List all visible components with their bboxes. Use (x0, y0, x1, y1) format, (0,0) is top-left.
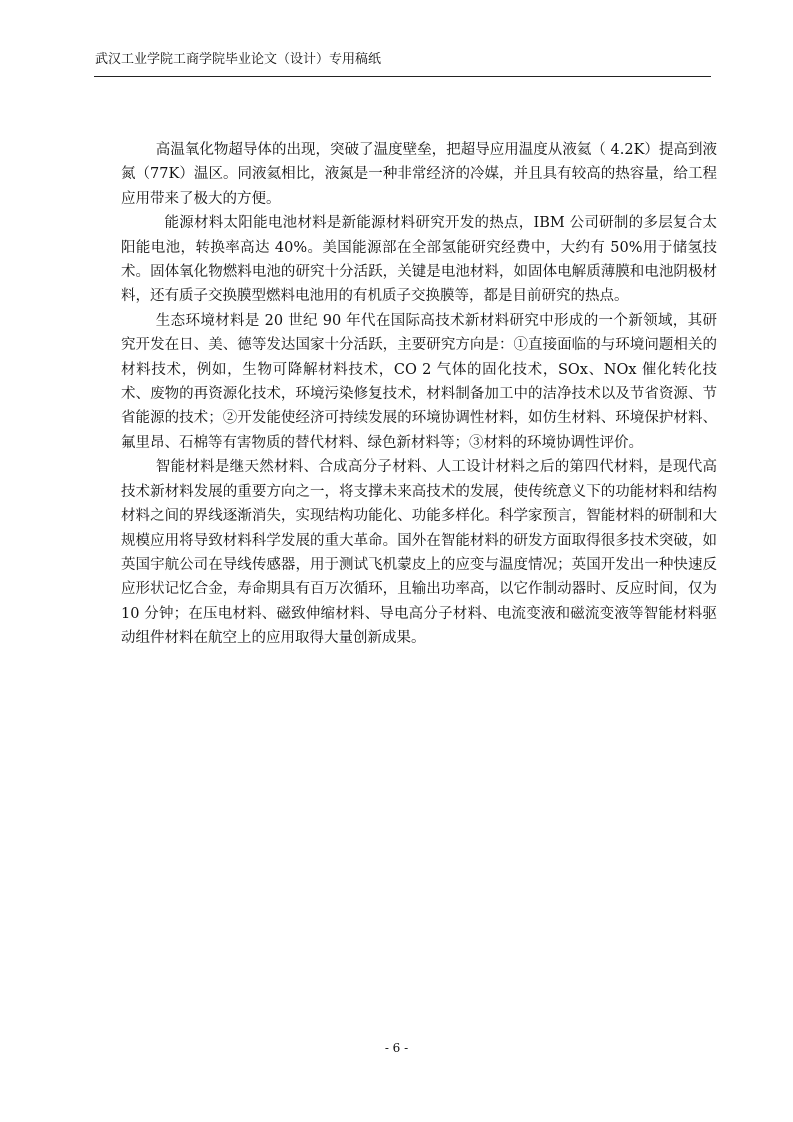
paragraph-superconductor: 高温氧化物超导体的出现，突破了温度壁垒，把超导应用温度从液氦（ 4.2K）提高到液氮（77K）温区。同液氦相比，液氮是一种非常经济的冷媒，并且具有较高的热容量，给工程应用带来了极大的方便。 (121, 142, 717, 207)
paragraph-energy-materials: 能源材料太阳能电池材料是新能源材料研究开发的热点，IBM 公司研制的多层复合太阳能电池，转换率高达 40%。美国能源部在全部氢能研究经费中，大约有 50%用于储氢技术。固体氧化物燃料电池的研究十分活跃，关键是电池材料，如固体电解质薄膜和电池阴极材料，还有质子交换膜型燃料电池用的有机质子交换膜等，都是目前研究的热点。 (121, 215, 717, 305)
paragraph-smart-materials: 智能材料是继天然材料、合成高分子材料、人工设计材料之后的第四代材料，是现代高技术新材料发展的重要方向之一，将支撑未来高技术的发展，使传统意义下的功能材料和结构材料之间的界线逐渐消失，实现结构功能化、功能多样化。科学家预言，智能材料的研制和大规模应用将导致材料科学发展的重大革命。国外在智能材料的研发方面取得很多技术突破，如英国宇航公司在导线传感器，用于测试飞机蒙皮上的应变与温度情况；英国开发出一种快速反应形状记忆合金，寿命期具有百万次循环，且输出功率高，以它作制动器时、反应时间，仅为 10 分钟；在压电材料、磁致伸缩材料、导电高分子材料、电流变液和磁流变液等智能材料驱动组件材料在航空上的应用取得大量创新成果。 (121, 459, 717, 647)
paragraph-eco-materials: 生态环境材料是 20 世纪 90 年代在国际高技术新材料研究中形成的一个新领域，其研究开发在日、美、德等发达国家十分活跃，主要研究方向是：①直接面临的与环境问题相关的材料技术，例如，生物可降解材料技术，CO 2 气体的固化技术，SOx、NOx 催化转化技术、废物的再资源化技术，环境污染修复技术，材料制备加工中的洁净技术以及节省资源、节省能源的技术；②开发能使经济可持续发展的环境协调性材料，如仿生材料、环境保护材料、氟里昂、石棉等有害物质的替代材料、绿色新材料等；③材料的环境协调性评价。 (121, 312, 717, 451)
header-divider (94, 76, 711, 77)
page-header: 武汉工业学院工商学院毕业论文（设计）专用稿纸 (95, 52, 382, 67)
document-body (121, 138, 717, 651)
page-number: - 6 - (384, 1041, 409, 1055)
